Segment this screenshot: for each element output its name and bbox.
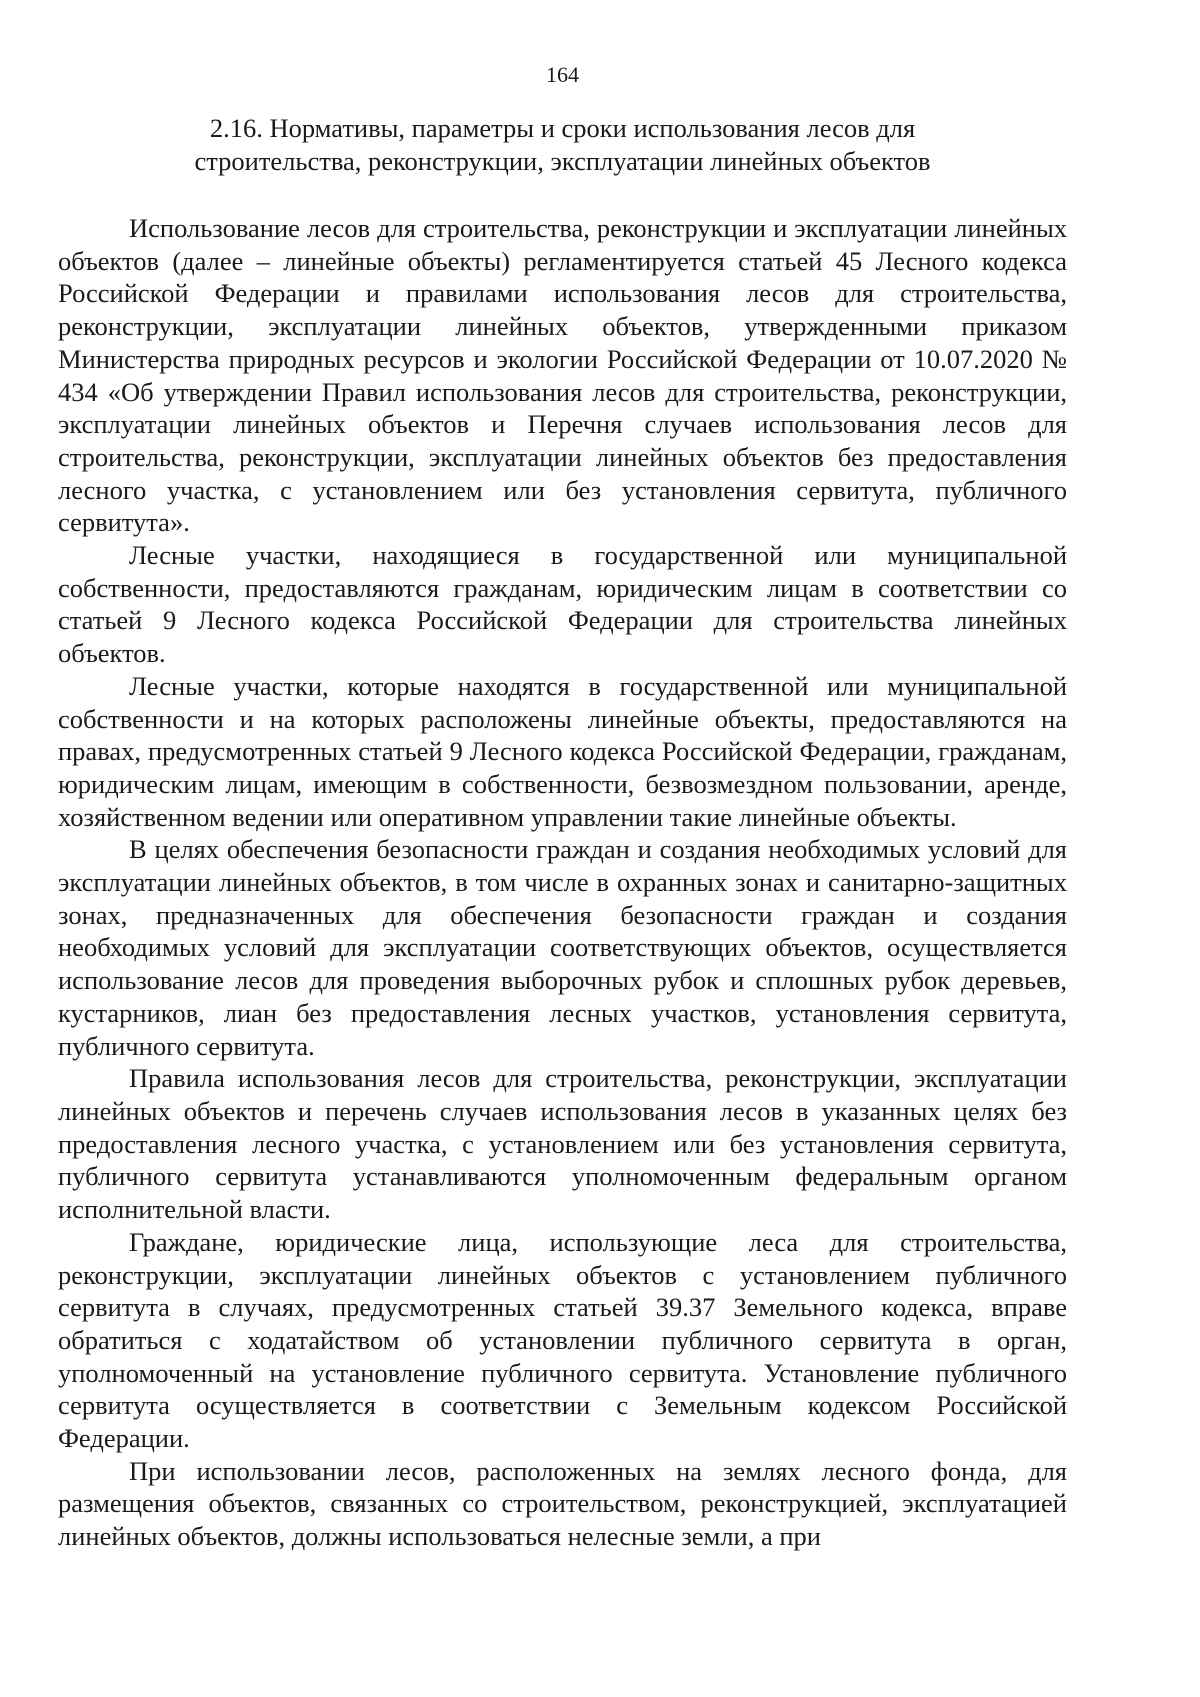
paragraph-non-forest-lands: При использовании лесов, расположенных на землях лесного фонда, для размещения объектов, связанных со строительством, реконструкцией, эксплуатацией линейных объектов, должны использоваться нелесные земли, а при [58,1455,1067,1552]
paragraph-existing-linear-objects: Лесные участки, которые находятся в государственной или муниципальной собственности и на которых расположены линейные объекты, предоставляются на правах, предусмотренных статьей 9 Лесного кодекса Российской Федерации, гражданам, юридическим лицам, имеющим в собственности, безвозмездном пользовании, аренде, хозяйственном ведении или оперативном управлении такие линейные объекты. [58,670,1067,832]
section-heading-line-1: 2.16. Нормативы, параметры и сроки использования лесов для [209,113,916,143]
paragraph-rules-authority: Правила использования лесов для строительства, реконструкции, эксплуатации линейных объектов и перечень случаев использования лесов в указанных целях без предоставления лесного участка, с установлением или без установления сервитута, публичного сервитута устанавливаются уполномоченным федеральным органом исполнительной власти. [58,1063,1067,1225]
section-heading-line-2: строительства, реконструкции, эксплуатации линейных объектов [194,146,931,176]
paragraph-provision-of-plots: Лесные участки, находящиеся в государственной или муниципальной собственности, предоставляются гражданам, юридическим лицам в соответствии со статьей 9 Лесного кодекса Российской Федерации для строительства линейных объектов. [58,540,1067,669]
paragraph-public-servitude: Граждане, юридические лица, использующие леса для строительства, реконструкции, эксплуатации линейных объектов с установлением публичного сервитута в случаях, предусмотренных статьей 39.37 Земельного кодекса, вправе обратиться с ходатайством об установлении публичного сервитута в орган, уполномоченный на установление публичного сервитута. Установление публичного сервитута осуществляется в соответствии с Земельным кодексом Российской Федерации. [58,1226,1067,1454]
document-page [58,60,1067,1553]
paragraph-safety-cuttings: В целях обеспечения безопасности граждан и создания необходимых условий для эксплуатации линейных объектов, в том числе в охранных зонах и санитарно-защитных зонах, предназначенных для обеспечения безопасности граждан и создания необходимых условий для эксплуатации соответствующих объектов, осуществляется использование лесов для проведения выборочных рубок и сплошных рубок деревьев, кустарников, лиан без предоставления лесных участков, установления сервитута, публичного сервитута. [58,834,1067,1061]
section-heading [58,112,1067,178]
page-number: 164 [546,62,579,87]
paragraph-legal-basis: Использование лесов для строительства, реконструкции и эксплуатации линейных объектов (далее – линейные объекты) регламентируется статьей 45 Лесного кодекса Российской Федерации и правилами использования лесов для строительства, реконструкции, эксплуатации линейных объектов, утвержденными приказом Министерства природных ресурсов и экологии Российской Федерации от 10.07.2020 № 434 «Об утверждении Правил использования лесов для строительства, реконструкции, эксплуатации линейных объектов и Перечня случаев использования лесов для строительства, реконструкции, эксплуатации линейных объектов без предоставления лесного участка, с установлением или без установления сервитута, публичного сервитута». [58,213,1067,538]
